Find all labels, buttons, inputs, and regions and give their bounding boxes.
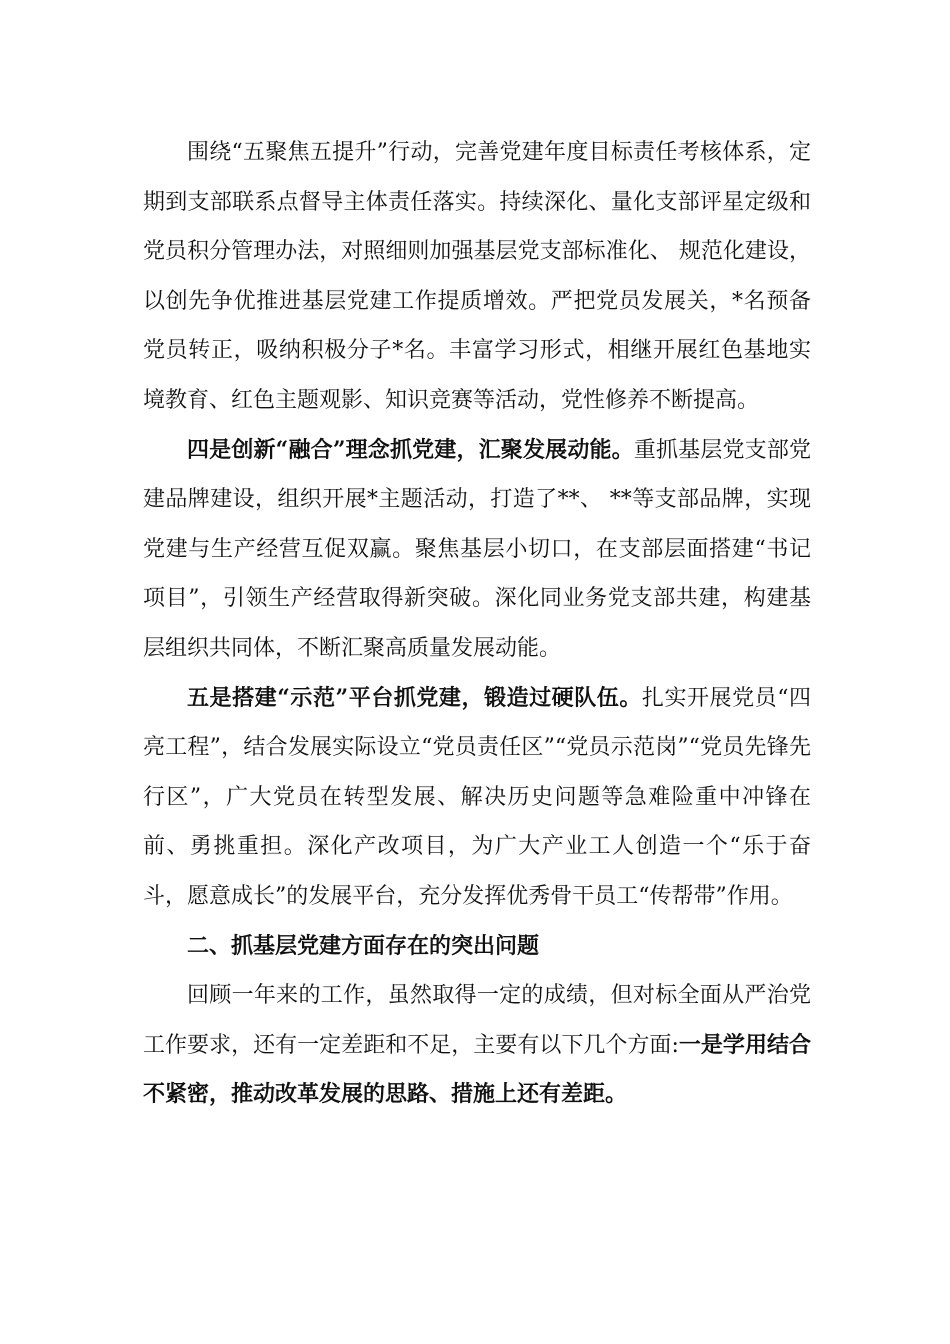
paragraph-lead-heading: 五是搭建“示范”平台抓党建，锻造过硬队伍。 [187, 684, 642, 711]
paragraph-demonstration-platform [143, 674, 811, 922]
paragraph-text: 重抓基层党支部党建品牌建设，组织开展*主题活动，打造了**、 **等支部品牌，实现党建与生产经营互促双赢。聚焦基层小切口，在支部层面搭建“书记项目”，引领生产经营取得新突破。深化同业务党支部共建，构建基层组织共同体，不断汇聚高质量发展动能。 [143, 437, 811, 661]
paragraph-fusion-concept [143, 426, 811, 674]
paragraph-party-building-assessment [143, 128, 811, 426]
paragraph-lead-heading: 四是创新“融合”理念抓党建，汇聚发展动能。 [187, 436, 634, 463]
paragraph-text: 扎实开展党员“四亮工程”，结合发展实际设立“党员责任区”“党员示范岗”“党员先锋先行区”，广大党员在转型发展、解决历史问题等急难险重中冲锋在前、勇挑重担。深化产改项目，为广大产业工人创造一个“乐于奋斗，愿意成长”的发展平台，充分发挥优秀骨干员工“传帮带”作用。 [143, 685, 811, 909]
paragraph-review-summary [143, 971, 811, 1120]
paragraph-text: 围绕“五聚焦五提升”行动，完善党建年度目标责任考核体系，定期到支部联系点督导主体责任落实。持续深化、量化支部评星定级和党员积分管理办法，对照细则加强基层党支部标准化、 规范化建设，以创先争优推进基层党建工作提质增效。严把党员发展关，*名预备党员转正，吸纳积极分子*名。丰富学习形式，相继开展红色基地实境教育、红色主题观影、知识竞赛等活动，党性修养不断提高。 [143, 140, 811, 413]
document-body [143, 128, 811, 1120]
paragraph-text: 回顾一年来的工作，虽然取得一定的成绩，但对标全面从严治党工作要求，还有一定差距和不足，主要有以下几个方面: [143, 983, 811, 1058]
paragraph-bold-tail: 一是学用结合不紧密，推动改革发展的思路、措施上还有差距。 [143, 1031, 811, 1108]
section-heading: 二、抓基层党建方面存在的突出问题 [187, 932, 540, 959]
